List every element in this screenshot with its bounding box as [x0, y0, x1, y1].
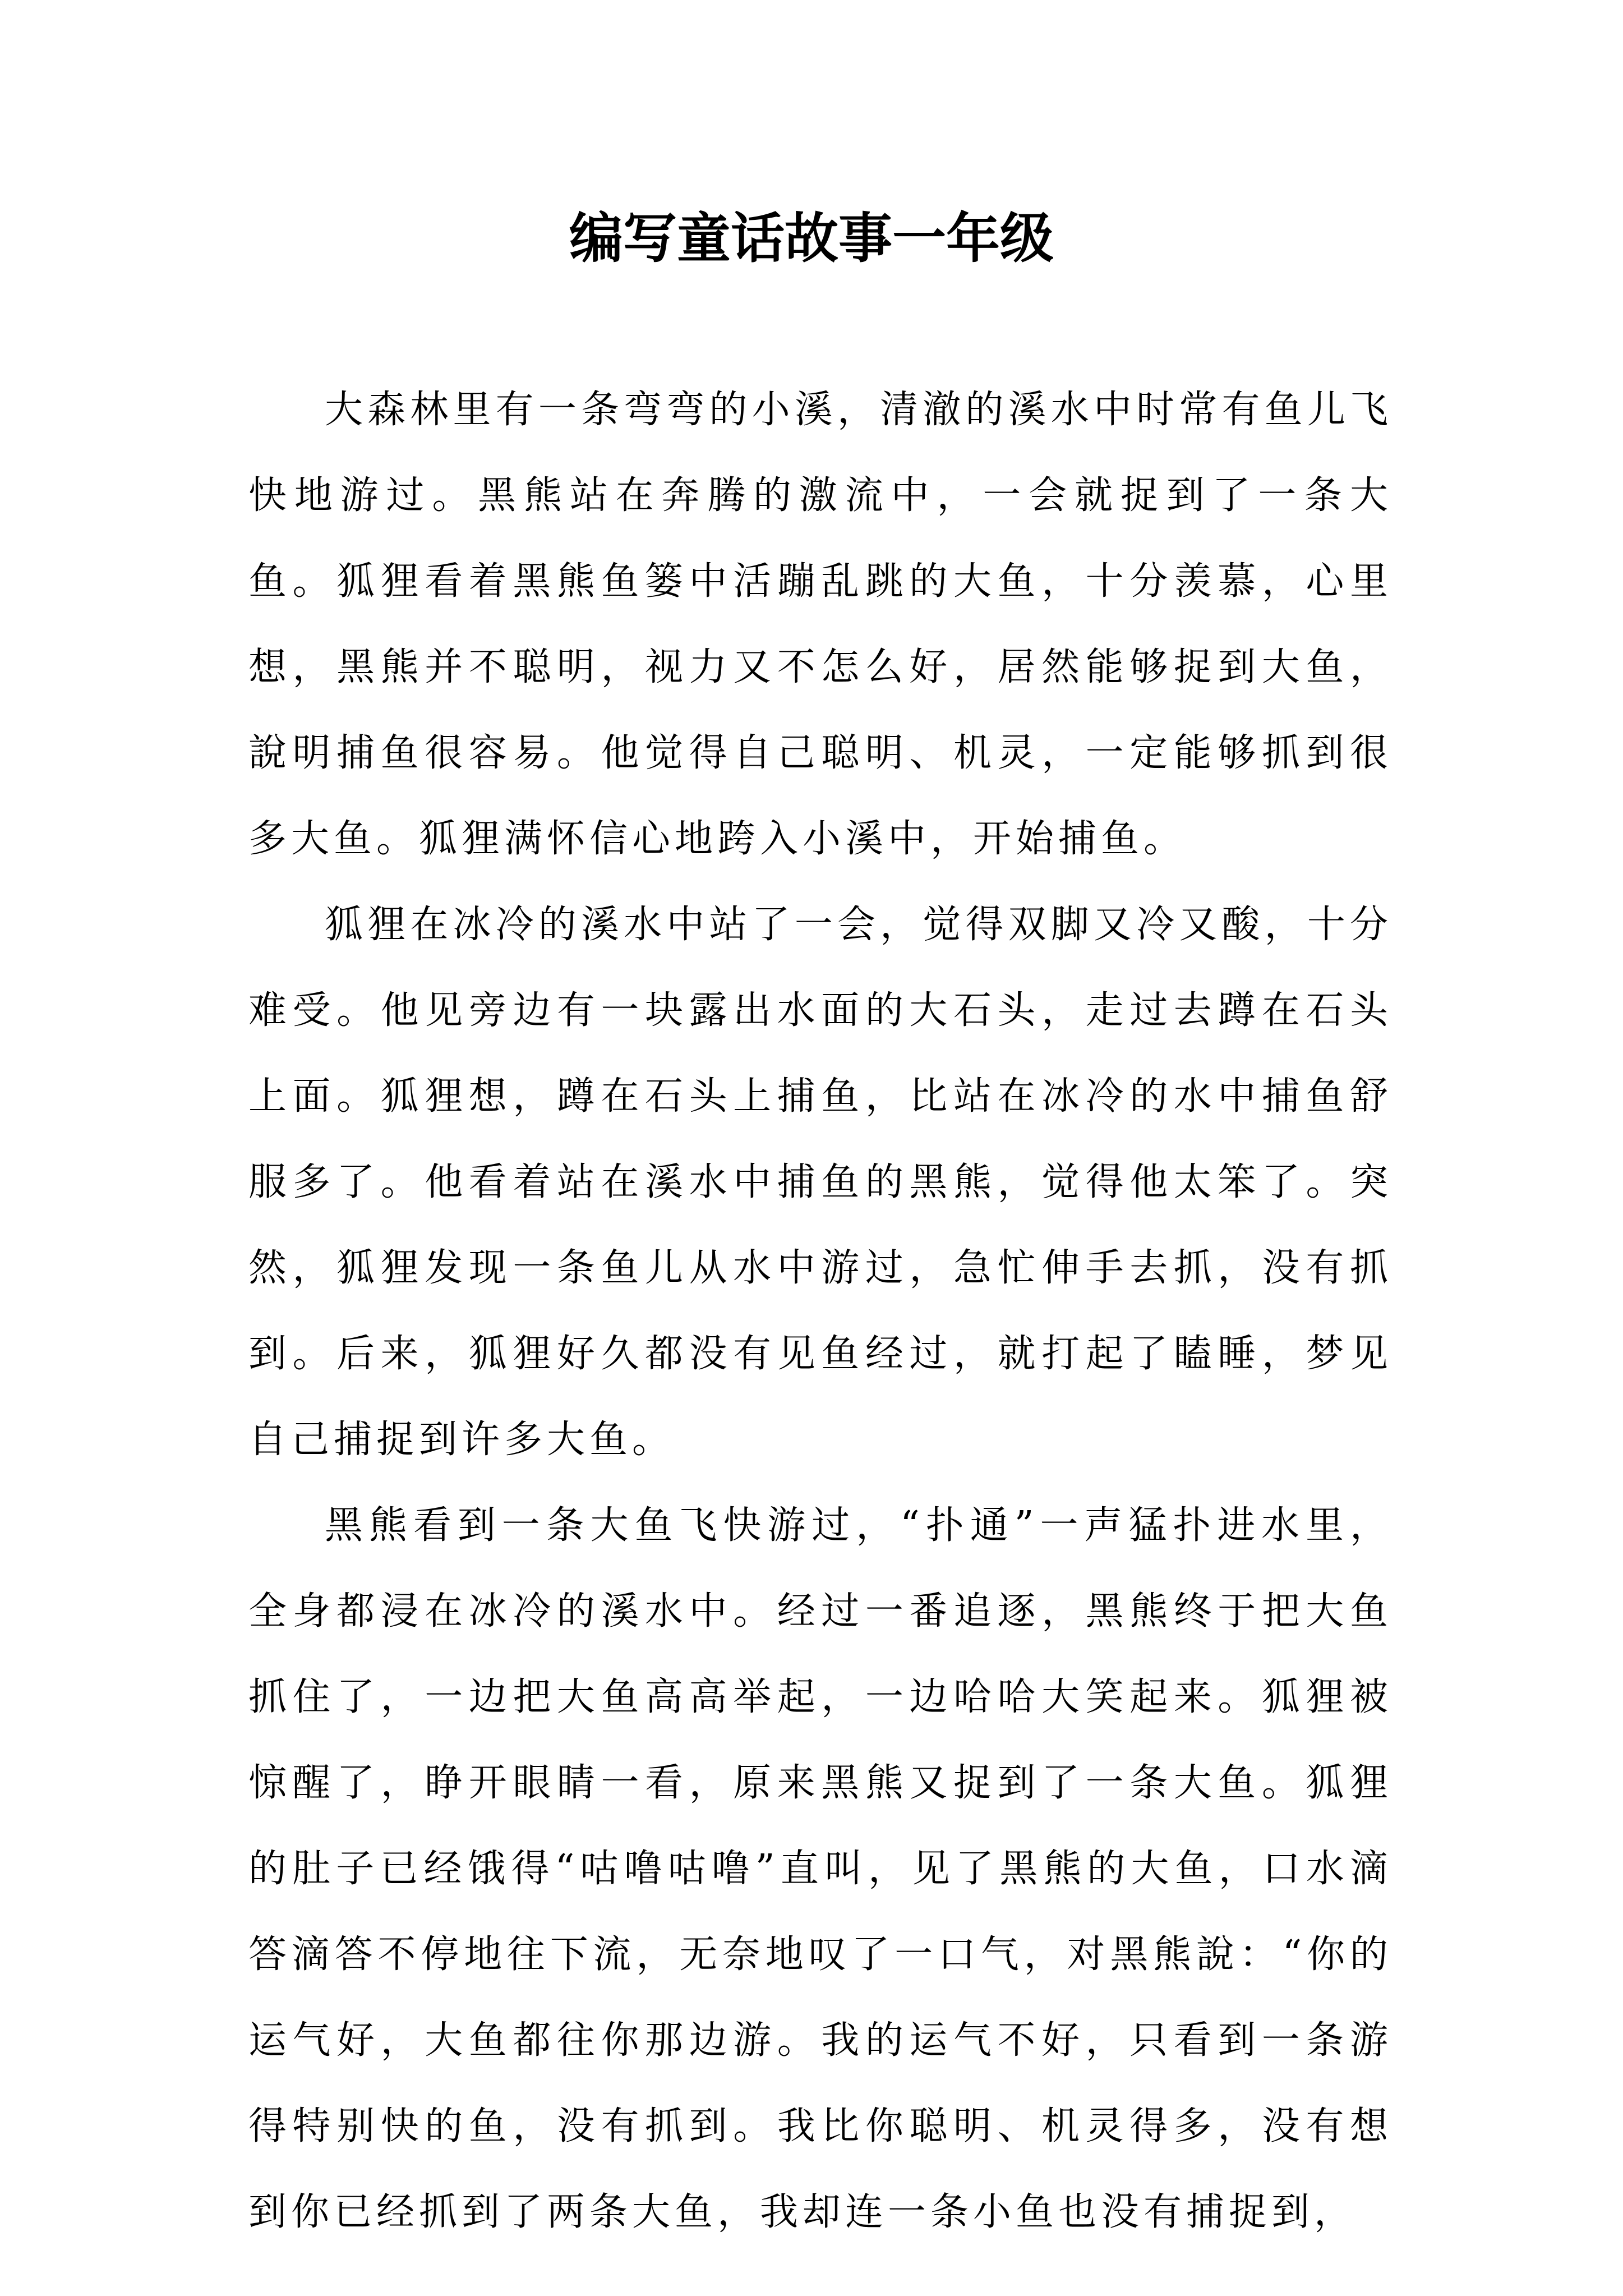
document-title: 编写童话故事一年级 — [569, 207, 1054, 270]
paragraph-3: 黑熊看到一条大鱼飞快游过，“扑通”一声猛扑进水里，全身都浸在冰冷的溪水中。经过一番追逐，黑熊终于把大鱼抓住了，一边把大鱼高高举起，一边哈哈大笑起来。狐狸被惊醒了，睁开眼睛一看，原来黑熊又捉到了一条大鱼。狐狸的肚子已经饿得“咕噜咕噜”直叫，见了黑熊的大鱼，口水滴答滴答不停地往下流，无奈地叹了一口气，对黑熊說：“你的运气好，大鱼都往你那边游。我的运气不好，只看到一条游得特别快的鱼，没有抓到。我比你聪明、机灵得多，没有想到你已经抓到了两条大鱼，我却连一条小鱼也没有捕捉到， — [248, 1503, 1393, 2234]
paragraph-2: 狐狸在冰冷的溪水中站了一会，觉得双脚又冷又酸，十分难受。他见旁边有一块露出水面的大石头，走过去蹲在石头上面。狐狸想，蹲在石头上捕鱼，比站在冰冷的水中捕鱼舒服多了。他看着站在溪水中捕鱼的黑熊，觉得他太笨了。突然，狐狸发现一条鱼儿从水中游过，急忙伸手去抓，没有抓到。后来，狐狸好久都没有见鱼经过，就打起了瞌睡，梦见自己捕捉到许多大鱼。 — [248, 903, 1393, 1462]
paragraph-1: 大森林里有一条弯弯的小溪，清澈的溪水中时常有鱼儿飞快地游过。黑熊站在奔腾的激流中，一会就捉到了一条大鱼。狐狸看着黑熊鱼篓中活蹦乱跳的大鱼，十分羡慕，心里想，黑熊并不聪明，视力又不怎么好，居然能够捉到大鱼，說明捕鱼很容易。他觉得自己聪明、机灵，一定能够抓到很多大鱼。狐狸满怀信心地跨入小溪中，开始捕鱼。 — [248, 388, 1393, 861]
document-body — [248, 367, 1393, 2255]
